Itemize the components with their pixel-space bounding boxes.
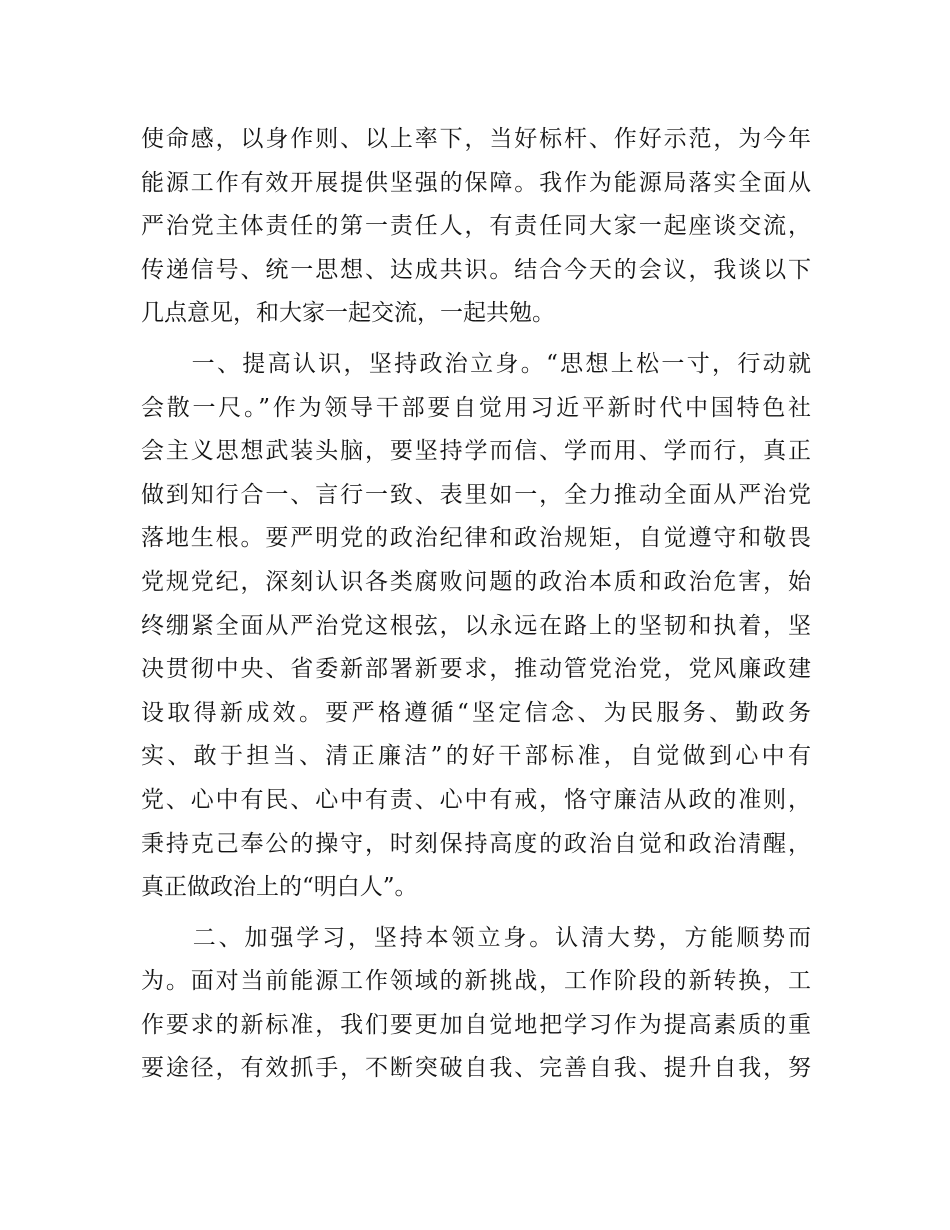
text-line: 为。面对当前能源工作领域的新挑战，工作阶段的新转换，工 <box>141 968 811 995</box>
text-line: 终绷紧全面从严治党这根弦，以永远在路上的坚韧和执着，坚 <box>141 612 811 639</box>
text-line: 实、敢于担当、清正廉洁”的好干部标准，自觉做到心中有 <box>141 743 811 770</box>
text-line: 使命感，以身作则、以上率下，当好标杆、作好示范，为今年 <box>141 126 811 152</box>
text-line: 作要求的新标准，我们要更加自觉地把学习作为提高素质的重 <box>141 1011 811 1038</box>
text-line: 党、心中有民、心中有责、心中有戒，恪守廉洁从政的准则， <box>141 786 811 813</box>
paragraph-section-one <box>141 343 811 910</box>
text-line: 严治党主体责任的第一责任人，有责任同大家一起座谈交流， <box>141 213 811 240</box>
text-line: 落地生根。要严明党的政治纪律和政治规矩，自觉遵守和敬畏 <box>141 525 811 552</box>
paragraph-section-two <box>141 917 811 1091</box>
text-line: 会主义思想武装头脑，要坚持学而信、学而用、学而行，真正 <box>141 438 811 465</box>
text-line: 二、加强学习，坚持本领立身。认清大势，方能顺势而 <box>141 924 811 951</box>
text-line: 真正做政治上的“明白人”。 <box>141 874 418 901</box>
text-line: 做到知行合一、言行一致、表里如一，全力推动全面从严治党 <box>141 481 811 508</box>
text-line: 几点意见，和大家一起交流，一起共勉。 <box>141 300 555 327</box>
text-line: 会散一尺。”作为领导干部要自觉用习近平新时代中国特色社 <box>141 394 811 421</box>
text-line: 能源工作有效开展提供坚强的保障。我作为能源局落实全面从 <box>141 169 811 196</box>
text-line: 要途径，有效抓手，不断突破自我、完善自我、提升自我，努 <box>141 1055 811 1082</box>
text-line: 一、提高认识，坚持政治立身。“思想上松一寸，行动就 <box>141 350 811 377</box>
text-line: 秉持克己奉公的操守，时刻保持高度的政治自觉和政治清醒， <box>141 830 811 857</box>
paragraph-opening <box>141 118 811 336</box>
text-line: 决贯彻中央、省委新部署新要求，推动管党治党，党风廉政建 <box>141 656 811 683</box>
text-line: 传递信号、统一思想、达成共识。结合今天的会议，我谈以下 <box>141 256 811 283</box>
text-line: 党规党纪，深刻认识各类腐败问题的政治本质和政治危害，始 <box>141 568 811 595</box>
document-body <box>141 118 811 1091</box>
text-line: 设取得新成效。要严格遵循“坚定信念、为民服务、勤政务 <box>141 699 811 726</box>
